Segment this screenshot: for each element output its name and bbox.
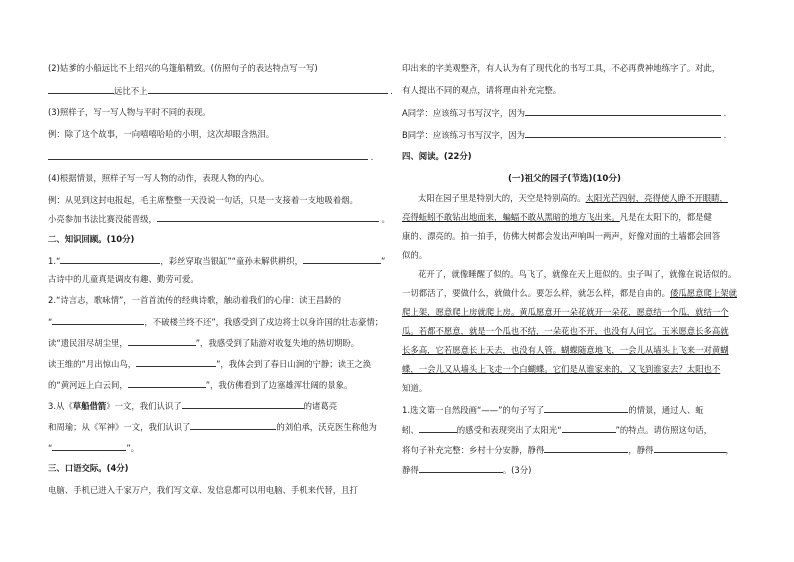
passage-p2-line5: 长多高，它若愿意长上天去，也没有人管。蝴蝶随意地飞，一会儿从墙头上飞来一对黄蝴 [402,345,729,355]
answer-blank[interactable] [654,443,726,453]
reading-q1-line4: 静得 。(3分) [402,465,532,475]
k2-line4: 读王维的“月出惊山鸟， ”，我体会到了春日山涧的宁静；读王之涣 [48,359,372,369]
oral-paragraph-line3: 有人提出不同的观点，请将理由补充完整。 [402,85,562,95]
answer-blank[interactable] [562,423,616,433]
answer-blank[interactable] [48,150,368,160]
q4-example: 例：从见到这封电报起，毛主席整整一天没说一句话，只是一支接着一支地吸着烟。 [48,195,358,205]
answer-blank[interactable] [136,357,216,367]
answer-blank[interactable] [52,441,126,451]
k2-line2: “ ，不破楼兰终不还”，我感受到了戍边将士以身许国的壮志豪情； [48,317,384,327]
q3-instruction: (3)照样子，写一写人物与平时不同的表现。 [48,107,211,117]
section-3-title: 三、口语交际。(4分) [48,463,129,473]
passage-p2-line3: 爬上架，愿意爬上房就爬上房。黄瓜愿意开一朵花就开一朵花，愿意结一个瓜，就结一个 [402,307,729,317]
answer-blank[interactable] [525,106,721,116]
k3-line3: “ ”。 [48,443,140,453]
k1-line1: 1.“ ，彩丝穿取当银缸”“童孙未解供耕织， ” [48,256,386,266]
passage-p1-line1: 太阳在园子里是特别大的，天空是特别高的。太阳光芒四射，亮得使人睁不开眼睛， [418,193,728,203]
student-b-answer: B同学：应该练习书写汉字，因为 . [402,130,727,140]
q3-example: 例：除了这个故事，一向嘻嘻哈哈的小明，这次却眼含热泪。 [48,129,275,139]
answer-blank[interactable] [48,84,114,94]
oral-paragraph-line1: 电脑、手机已进入千家万户，我们写文章、发信息都可以用电脑、手机来代替，且打 [48,485,358,495]
k2-line5: 的“黄河远上白云间， ”，我仿佛看到了边塞雄浑壮阔的景象。 [48,380,353,390]
answer-blank[interactable] [544,443,628,453]
q3-answer-line: . [48,150,373,163]
answer-blank[interactable] [128,378,206,388]
k1-line2: 古诗中的儿童真是调皮有趣、勤劳可爱。 [48,274,199,284]
passage-p2-line1: 花开了，就像睡醒了似的。鸟飞了，就像在天上逛似的。虫子叫了，就像在说话似的。 [418,269,737,279]
passage-p2-line4: 瓜。若都不愿意，就是一个瓜也不结，一朵花也不开，也没有人问它。玉米愿意长多高就 [402,326,729,336]
answer-blank[interactable] [148,84,388,94]
section-4-title: 四、阅读。(22分) [402,151,472,161]
answer-blank[interactable] [182,399,304,409]
passage-title: (一)祖父的园子(节选)(10分) [508,174,621,184]
answer-blank[interactable] [525,128,721,138]
q4-instruction: (4)根据情景，照样子写一写人物的动作，表现人物的内心。 [48,173,270,183]
section-2-title: 二、知识回顾。(10分) [48,234,135,244]
passage-p1-line3: 康的、漂亮的。拍一拍手，仿佛大树都会发出声响叫一两声，好像对面的土墙都会回答 [402,231,721,241]
passage-p2-line7: 知道。 [402,383,428,393]
k3-line1: 3.从《草船借箭》一文，我们认识了 的诸葛亮 [48,401,338,411]
k2-line1: 2.“诗言志，歌咏情”，一首首流传的经典诗歌，触动着我们的心扉：读王昌龄的 [48,295,342,305]
answer-blank[interactable] [303,254,381,264]
answer-blank[interactable] [190,420,276,430]
answer-blank[interactable] [544,403,628,413]
k2-line3: 读“遗民泪尽胡尘里， ”，我感受到了陆游对收复失地的热切期盼。 [48,338,360,348]
reading-q1-line2: 蚓、 的感受和表现突出了太阳光“ ”的特点。请仿照这句话， [402,425,713,435]
reading-q1-line3: 将句子补充完整：乡村十分安静，静得 ，静得 ， [402,445,734,455]
q2-answer-line: 远比不上 . [48,84,393,97]
answer-blank[interactable] [128,336,196,346]
passage-p1-line4: 似的。 [402,250,428,260]
answer-blank[interactable] [60,254,160,264]
answer-blank[interactable] [157,212,379,222]
student-a-answer: A同学：应该练习书写汉字，因为 . [402,108,727,118]
reading-q1-line1: 1.选文第一自然段画“——”的句子写了 的情景，通过人、蚯 [402,405,704,415]
answer-blank[interactable] [419,423,457,433]
q2-instruction: (2)姑爹的小船远比不上绍兴的乌篷船精致。(仿照句子的表达特点写一写) [48,63,318,73]
q4-answer-line: 小亮参加书法比赛没能晋级， 。 [48,214,390,224]
k3-line2: 和周瑜；从《军神》一文，我们认识了 的刘伯承，沃克医生称他为 [48,422,377,432]
passage-p2-line2: 一切都活了，要做什么，就做什么。要怎么样，就怎么样，都是自由的。倭瓜愿意爬上架就 [402,288,737,298]
passage-p1-line2: 亮得蚯蚓不敢钻出地面来，蝙蝠不敢从黑暗的地方飞出来。凡是在太阳下的，都是健 [402,212,712,222]
passage-p2-line6: 蝶，一会儿又从墙头上飞走一个白蝴蝶。它们是从谁家来的，又飞到谁家去？太阳也不 [402,364,721,374]
oral-paragraph-line2: 印出来的字美观整齐，有人认为有了现代化的书写工具，不必再费神地练字了。对此， [402,63,721,73]
answer-blank[interactable] [419,463,503,473]
answer-blank[interactable] [52,315,144,325]
